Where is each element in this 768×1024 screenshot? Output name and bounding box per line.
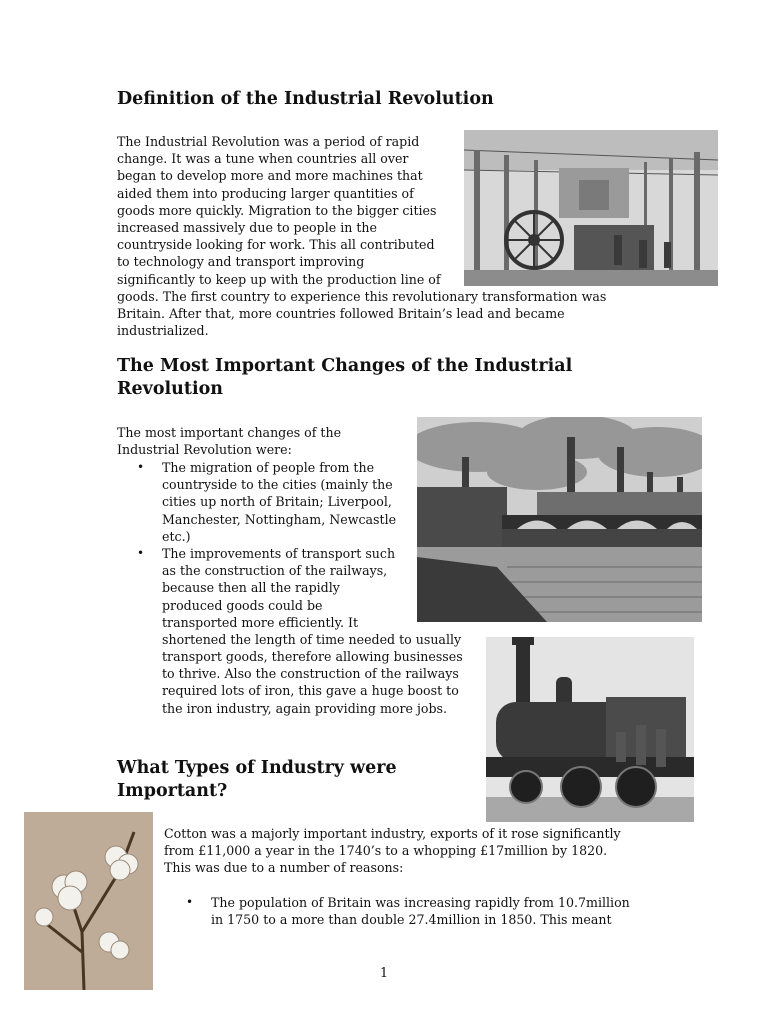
bullet-glyph: • <box>186 895 194 909</box>
factory-bridge-image <box>417 417 702 622</box>
changes-intro <box>117 424 341 458</box>
text-line: The Industrial Revolution was a period of rapid <box>117 134 420 149</box>
text-line: Manchester, Nottingham, Newcastle <box>162 511 397 527</box>
page-number: 1 <box>380 965 389 980</box>
text-line: goods. The first country to experience this revolutionary transformation was <box>117 288 607 304</box>
text-line: etc.) <box>162 528 191 544</box>
text-line: goods more quickly. Migration to the bigger cities <box>117 202 437 218</box>
text-line: significantly to keep up with the production line of <box>117 271 441 287</box>
text-line: change. It was a tune when countries all over <box>117 151 409 167</box>
text-line: This was due to a number of reasons: <box>164 860 404 876</box>
text-line: Britain. After that, more countries followed Britain’s lead and became <box>117 305 565 321</box>
list-item <box>186 894 630 928</box>
text-line: Industrial Revolution were: <box>117 442 292 458</box>
factory-interior-illustration <box>464 130 718 286</box>
text-line: aided them into producing larger quantities of <box>117 185 414 201</box>
text-line: to technology and transport improving <box>117 254 365 270</box>
text-line: as the construction of the railways, <box>162 563 388 579</box>
factory-bridge-illustration <box>417 417 702 622</box>
text-line: began to develop more and more machines that <box>117 168 423 184</box>
text-line: The population of Britain was increasing rapidly from 10.7million <box>211 895 630 910</box>
heading-types-of-industry <box>117 757 397 803</box>
text-line: The most important changes of the <box>117 425 342 440</box>
text-line: countryside looking for work. This all contributed <box>117 237 435 253</box>
heading-line: What Types of Industry were <box>117 758 397 778</box>
bullet-glyph: • <box>137 545 145 560</box>
bullet-glyph: • <box>137 460 145 474</box>
heading-line: Revolution <box>117 379 224 399</box>
text-line: cities up north of Britain; Liverpool, <box>162 494 392 510</box>
cotton-plant-illustration <box>24 812 153 990</box>
text-line: The migration of people from the <box>162 460 375 475</box>
text-line: the iron industry, again providing more jobs. <box>162 700 447 716</box>
cotton-paragraph <box>164 825 621 877</box>
heading-line: The Most Important Changes of the Industrial <box>117 356 573 376</box>
text-line: to thrive. Also the construction of the railways <box>162 666 459 682</box>
heading-important-changes <box>117 355 572 401</box>
text-line: from £11,000 a year in the 1740’s to a whopping £17million by 1820. <box>164 843 608 859</box>
heading-definition: Definition of the Industrial Revolution <box>117 89 494 109</box>
text-line: in 1750 to a more than double 27.4million in 1850. This meant <box>211 912 612 928</box>
factory-interior-image <box>464 130 718 286</box>
text-line: because then all the rapidly <box>162 580 340 596</box>
text-line: industrialized. <box>117 323 209 339</box>
text-line: produced goods could be <box>162 597 323 613</box>
text-line: transport goods, therefore allowing businesses <box>162 649 463 665</box>
text-line: shortened the length of time needed to usually <box>162 631 462 647</box>
text-line: countryside to the cities (mainly the <box>162 477 393 493</box>
text-line: transported more efficiently. It <box>162 614 359 630</box>
steam-locomotive-illustration <box>486 637 694 822</box>
cotton-plant-image <box>24 812 153 990</box>
cotton-reasons-list <box>186 894 630 928</box>
text-line: increased massively due to people in the <box>117 219 377 235</box>
text-line: required lots of iron, this gave a huge boost to <box>162 683 459 699</box>
text-line: Cotton was a majorly important industry, exports of it rose significantly <box>164 826 621 841</box>
text-line: The improvements of transport such <box>162 545 396 561</box>
steam-locomotive-image <box>486 637 694 822</box>
heading-line: Important? <box>117 781 228 801</box>
